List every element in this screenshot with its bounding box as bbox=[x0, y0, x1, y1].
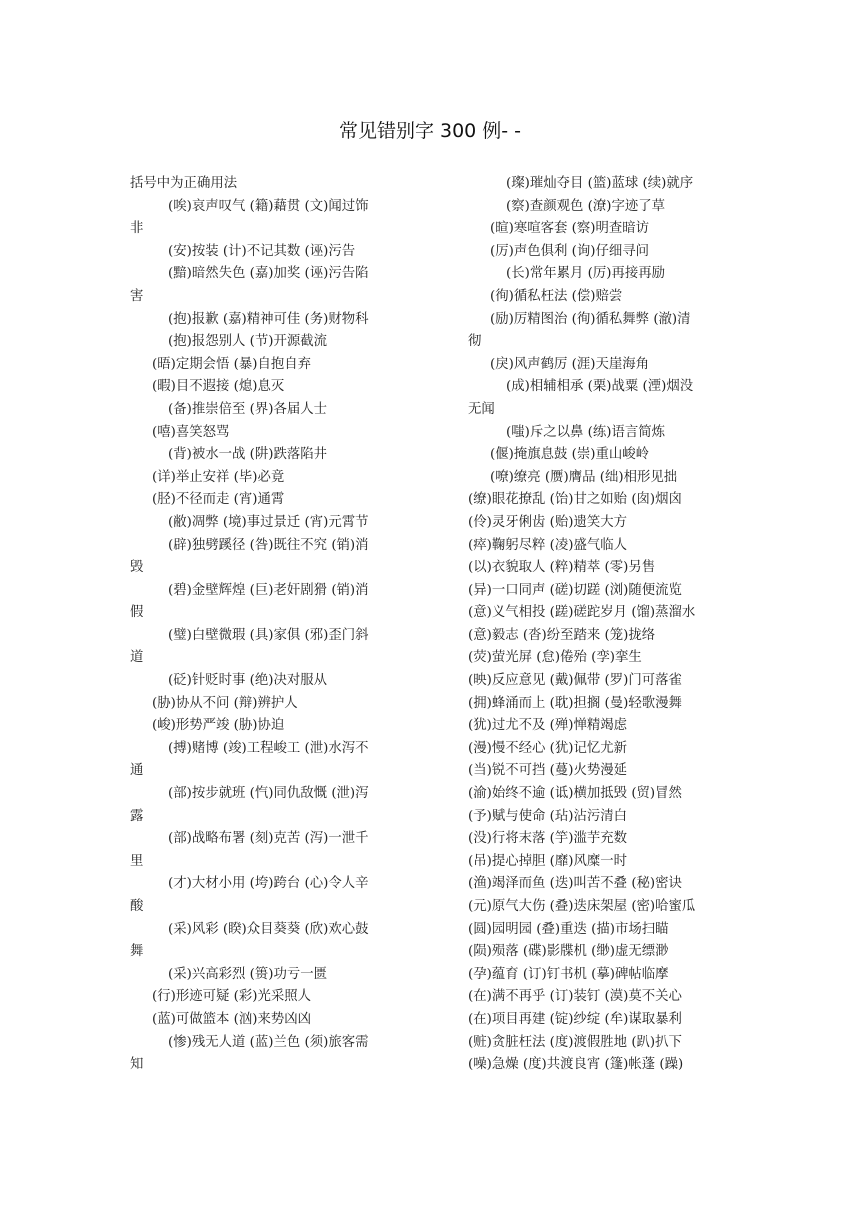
text-line: (碧)金壁辉煌 (巨)老奸剧猾 (销)消 bbox=[168, 582, 369, 598]
text-line: (当)锐不可挡 (蔓)火势漫延 bbox=[468, 763, 628, 779]
text-line: 道 bbox=[130, 650, 144, 666]
text-line: (部)按步就班 (忾)同仇敌慨 (泄)泻 bbox=[168, 786, 369, 802]
text-line: (备)推崇倍至 (界)各届人士 bbox=[168, 401, 328, 417]
text-line: 知 bbox=[130, 1057, 144, 1073]
text-line: (在)满不再乎 (订)装钉 (漠)莫不关心 bbox=[468, 989, 682, 1005]
text-line: (背)被水一战 (阱)跌落陷井 bbox=[168, 447, 328, 463]
text-line: 彻 bbox=[468, 334, 482, 350]
text-line: (部)战略布署 (刻)克苦 (泻)一泄千 bbox=[168, 831, 369, 847]
text-line: 括号中为正确用法 bbox=[130, 176, 238, 191]
text-line: 露 bbox=[130, 808, 144, 824]
text-line: (渔)竭泽而鱼 (迭)叫苦不叠 (秘)密诀 bbox=[468, 876, 682, 892]
text-line: (晤)定期会悟 (暴)自抱自弃 bbox=[152, 356, 312, 372]
text-line: (行)形迹可疑 (彩)光采照人 bbox=[152, 989, 312, 1005]
text-line: (敝)凋弊 (境)事过景迁 (宵)元霄节 bbox=[168, 514, 369, 530]
text-line: (陨)殒落 (碟)影牒机 (缈)虚无缥渺 bbox=[468, 944, 669, 960]
page-title: 常见错别字 300 例- - bbox=[338, 120, 522, 142]
text-line: (徇)循私枉法 (偿)赔尝 bbox=[490, 288, 623, 304]
text-line: 害 bbox=[130, 288, 144, 304]
text-line: (搏)赌博 (竣)工程峻工 (泄)水泻不 bbox=[168, 740, 369, 756]
text-line: (渝)始终不逾 (诋)横加抵毁 (贸)冒然 bbox=[468, 786, 682, 802]
text-line: (璧)白壁微瑕 (具)家俱 (邪)歪门斜 bbox=[168, 627, 369, 643]
text-line: (漫)慢不经心 (犹)记忆尤新 bbox=[468, 740, 628, 756]
text-line: (长)常年累月 (厉)再接再励 bbox=[506, 266, 666, 282]
text-line: (砭)针贬时事 (绝)决对服从 bbox=[168, 673, 328, 689]
right-column bbox=[468, 173, 736, 1077]
text-line: (伶)灵牙俐齿 (贻)遗笑大方 bbox=[468, 514, 628, 530]
text-line: (蓝)可做篮本 (汹)来势凶凶 bbox=[152, 1011, 312, 1027]
text-line: (予)赋与使命 (玷)沾污清白 bbox=[468, 808, 628, 824]
text-line: (映)反应意见 (戴)佩带 (罗)门可落雀 bbox=[468, 673, 682, 689]
text-line: (安)按装 (计)不记其数 (诬)污告 bbox=[168, 243, 356, 259]
text-line: (峻)形势严竣 (胁)协迫 bbox=[152, 718, 285, 734]
text-line: 通 bbox=[130, 763, 144, 779]
text-line: (荧)萤光屏 (怠)倦殆 (孪)挛生 bbox=[468, 650, 642, 666]
text-line: (辟)独劈蹊径 (咎)既往不究 (销)消 bbox=[168, 537, 369, 553]
text-line: (意)毅志 (沓)纷至踏来 (笼)拢络 bbox=[468, 627, 656, 643]
text-line: (偃)掩旗息鼓 (崇)重山峻岭 bbox=[490, 447, 650, 463]
text-line: 酸 bbox=[130, 899, 144, 914]
text-line: (唉)哀声叹气 (籍)藉贯 (文)闻过饰 bbox=[168, 198, 369, 214]
text-line: (元)原气大伤 (叠)迭床架屋 (密)哈蜜瓜 bbox=[468, 899, 696, 914]
text-line: (犹)过尤不及 (殚)惮精竭虑 bbox=[468, 718, 628, 734]
text-line: (异)一口同声 (磋)切蹉 (浏)随便流览 bbox=[468, 582, 682, 598]
text-line: (在)项目再建 (锭)纱绽 (牟)谋取暴利 bbox=[468, 1011, 682, 1027]
text-line: (嘻)喜笑怒骂 bbox=[152, 424, 230, 440]
text-line: (抱)报怨别人 (节)开源截流 bbox=[168, 334, 328, 350]
text-line: (采)兴高彩烈 (篑)功亏一匮 bbox=[168, 966, 328, 982]
left-column bbox=[130, 173, 405, 1077]
text-line: (抱)报歉 (嘉)精神可佳 (务)财物科 bbox=[168, 311, 369, 327]
text-line: 舞 bbox=[130, 944, 144, 960]
text-line: (戾)风声鹤厉 (涯)天崖海角 bbox=[490, 356, 650, 372]
text-line: (没)行将末落 (竽)滥芋充数 bbox=[468, 831, 628, 847]
text-line: 非 bbox=[130, 221, 144, 237]
text-line: (暄)寒喧客套 (察)明查暗访 bbox=[490, 221, 650, 237]
text-line: (以)衣貌取人 (粹)精萃 (零)另售 bbox=[468, 560, 656, 576]
text-line: (拥)蜂涌而上 (耽)担搁 (曼)轻歌漫舞 bbox=[468, 695, 682, 711]
text-line: 里 bbox=[130, 853, 144, 869]
text-line: (励)厉精图治 (徇)循私舞弊 (澈)清 bbox=[490, 311, 691, 327]
text-line: (缭)眼花撩乱 (饴)甘之如贻 (囱)烟囟 bbox=[468, 492, 682, 508]
text-line: (璨)璀灿夺目 (篮)蓝球 (续)就序 bbox=[506, 176, 694, 191]
text-line: (噪)急燥 (度)共渡良宵 (篷)帐蓬 (躁) bbox=[468, 1057, 684, 1073]
text-line: (胁)协从不问 (辩)辨护人 bbox=[152, 695, 298, 711]
text-line: (嘹)缭亮 (赝)膺品 (绌)相形见拙 bbox=[490, 469, 678, 485]
text-line: 无闻 bbox=[468, 401, 495, 417]
text-line: (瘁)鞠躬尽粹 (凌)盛气临人 bbox=[468, 537, 628, 553]
text-line: 毁 bbox=[130, 560, 144, 576]
text-line: (才)大材小用 (垮)跨台 (心)令人辛 bbox=[168, 876, 369, 892]
text-line: (黯)暗然失色 (嘉)加奖 (诬)污告陷 bbox=[168, 266, 369, 282]
text-line: (厉)声色俱利 (询)仔细寻问 bbox=[490, 243, 650, 259]
text-line: (成)相辅相承 (栗)战粟 (湮)烟没 bbox=[506, 379, 694, 395]
text-line: (暇)目不遐接 (熄)息灭 bbox=[152, 379, 285, 395]
text-line: (详)举止安祥 (毕)必竟 bbox=[152, 469, 285, 485]
text-line: (圆)园明园 (叠)重迭 (描)市场扫瞄 bbox=[468, 921, 669, 937]
text-line: 假 bbox=[130, 605, 144, 621]
text-line: (嗤)斥之以鼻 (练)语言简炼 bbox=[506, 424, 666, 440]
text-line: (吊)提心掉胆 (靡)风糜一时 bbox=[468, 853, 628, 869]
text-line: (意)义气相投 (蹉)磋跎岁月 (馏)蒸溜水 bbox=[468, 605, 696, 621]
text-line: (赃)贪脏枉法 (度)渡假胜地 (趴)扒下 bbox=[468, 1034, 682, 1050]
text-line: (孕)蕴育 (订)钉书机 (摹)碑帖临摩 bbox=[468, 966, 669, 982]
text-line: (察)查颜观色 (潦)字迹了草 bbox=[506, 198, 666, 214]
text-line: (采)风彩 (睽)众目葵葵 (欣)欢心鼓 bbox=[168, 921, 369, 937]
text-line: (胫)不径而走 (宵)通霄 bbox=[152, 492, 285, 508]
text-line: (惨)残无人道 (蓝)兰色 (须)旅客需 bbox=[168, 1034, 369, 1050]
